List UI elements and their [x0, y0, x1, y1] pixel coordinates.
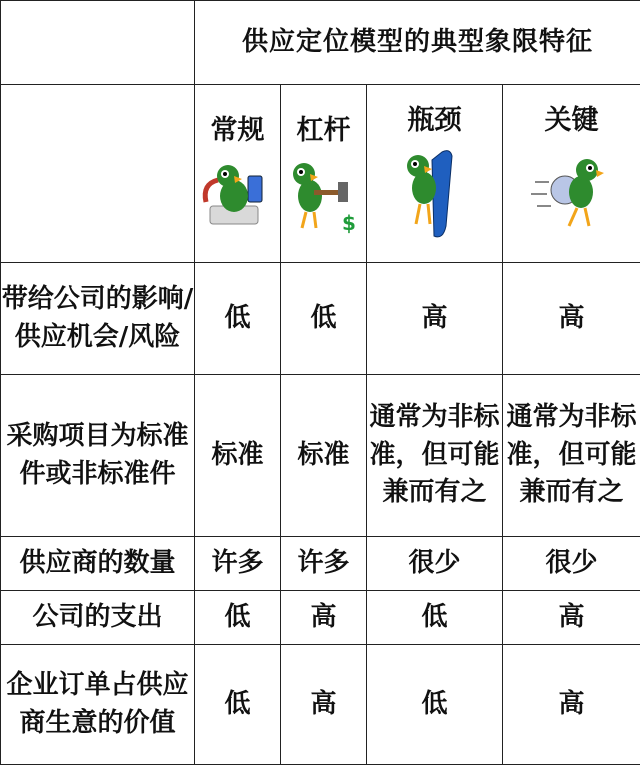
parrot-with-bottle-icon	[390, 146, 480, 246]
table-cell: 高	[281, 591, 367, 645]
table-row	[1, 537, 640, 591]
row-label: 供应商的数量	[1, 537, 195, 591]
parrot-with-hammer-dollar-icon	[284, 156, 364, 236]
table-cell: 高	[281, 645, 367, 765]
category-label-bottleneck: 瓶颈	[367, 101, 502, 140]
table-cell: 许多	[195, 537, 281, 591]
table-cell: 标准	[195, 375, 281, 537]
table-cell: 低	[281, 263, 367, 375]
corner-cell	[1, 1, 195, 85]
category-cell-bottleneck	[367, 85, 503, 263]
table-cell: 低	[195, 263, 281, 375]
svg-text:$: $	[342, 211, 356, 235]
table-cell: 低	[195, 591, 281, 645]
category-row	[1, 85, 640, 263]
table-cell: 低	[367, 645, 503, 765]
parrot-running-with-bag-icon	[527, 146, 617, 246]
table-cell: 很少	[367, 537, 503, 591]
row-label: 带给公司的影响/供应机会/风险	[1, 263, 195, 375]
table-cell: 高	[503, 591, 640, 645]
title-row	[1, 1, 640, 85]
category-label-critical: 关键	[503, 101, 640, 140]
table-row	[1, 375, 640, 537]
table-cell: 通常为非标准，但可能兼而有之	[367, 375, 503, 537]
category-cell-routine	[195, 85, 281, 263]
table-cell: 通常为非标准，但可能兼而有之	[503, 375, 640, 537]
category-cell-leverage	[281, 85, 367, 263]
row-label: 企业订单占供应商生意的价值	[1, 645, 195, 765]
table-row	[1, 645, 640, 765]
category-label-routine: 常规	[195, 111, 280, 150]
table-row	[1, 591, 640, 645]
table-cell: 高	[367, 263, 503, 375]
table-cell: 高	[503, 263, 640, 375]
table-cell: 低	[367, 591, 503, 645]
parrot-on-phone-icon	[198, 156, 278, 236]
category-corner-cell	[1, 85, 195, 263]
table-cell: 低	[195, 645, 281, 765]
table-title: 供应定位模型的典型象限特征	[195, 1, 640, 85]
category-label-leverage: 杠杆	[281, 111, 366, 150]
row-label: 公司的支出	[1, 591, 195, 645]
table-cell: 许多	[281, 537, 367, 591]
table-cell: 标准	[281, 375, 367, 537]
row-label: 采购项目为标准件或非标准件	[1, 375, 195, 537]
category-cell-critical	[503, 85, 640, 263]
table-cell: 很少	[503, 537, 640, 591]
table-cell: 高	[503, 645, 640, 765]
table-row	[1, 263, 640, 375]
